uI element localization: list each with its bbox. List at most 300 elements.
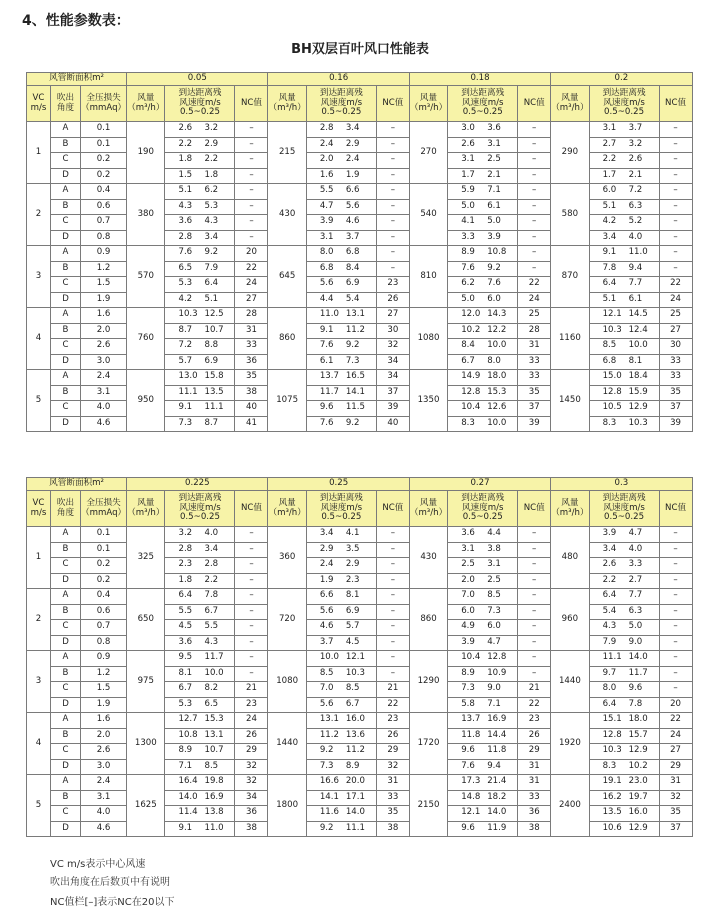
distance-far: 11.1: [204, 402, 224, 413]
loss-header: [81, 86, 127, 122]
distance-far: 8.5: [204, 760, 219, 771]
distance-pair: [307, 793, 376, 803]
nc-value: –: [659, 682, 692, 698]
distance-near: 4.7: [319, 200, 334, 211]
flow-header: [551, 491, 589, 527]
loss-value: 1.2: [81, 261, 127, 277]
distance-value: [448, 199, 518, 215]
distance-far: 12.6: [487, 402, 507, 413]
distance-pair: [307, 529, 376, 539]
distance-far: 14.3: [487, 309, 507, 320]
distance-pair: [448, 529, 517, 539]
loss-value: 3.0: [81, 354, 127, 370]
distance-far: 12.8: [487, 652, 507, 663]
vc-value: 1: [27, 527, 51, 589]
distance-near: 12.0: [461, 309, 481, 320]
distance-far: 18.2: [487, 791, 507, 802]
flow-value: 540: [409, 184, 447, 246]
nc-value: –: [376, 604, 409, 620]
flow-header: [268, 86, 306, 122]
loss-value: 0.2: [81, 168, 127, 184]
distance-header-line: 到达距离残: [319, 88, 363, 99]
distance-value: [589, 744, 659, 760]
flow-value: 1440: [268, 713, 306, 775]
flow-value: 1080: [409, 308, 447, 370]
distance-pair: [165, 233, 234, 243]
vc-value: 4: [27, 308, 51, 370]
table-row: [27, 697, 693, 713]
nc-value: 38: [376, 821, 409, 837]
distance-pair: [590, 248, 659, 258]
distance-far: 15.7: [628, 729, 648, 740]
nc-value: 27: [235, 292, 268, 308]
distance-near: 19.1: [602, 776, 622, 787]
nc-value: –: [659, 666, 692, 682]
distance-near: 10.4: [461, 652, 481, 663]
flow-header-line: 风量: [137, 92, 155, 103]
distance-near: 8.0: [319, 247, 334, 258]
angle-header: [51, 86, 81, 122]
distance-pair: [590, 684, 659, 694]
distance-pair: [307, 419, 376, 429]
distance-far: 11.7: [628, 667, 648, 678]
distance-value: [306, 370, 376, 386]
nc-value: 24: [518, 292, 551, 308]
angle-value: B: [51, 604, 81, 620]
distance-value: [589, 558, 659, 574]
distance-value: [306, 153, 376, 169]
distance-far: 10.0: [487, 340, 507, 351]
distance-far: 10.3: [345, 667, 365, 678]
distance-near: 14.1: [319, 791, 339, 802]
angle-header-line: 角度: [56, 102, 75, 113]
vc-value: 4: [27, 713, 51, 775]
distance-pair: [165, 762, 234, 772]
distance-value: [306, 292, 376, 308]
distance-pair: [165, 186, 234, 196]
distance-value: [589, 354, 659, 370]
distance-value: [306, 759, 376, 775]
distance-far: 8.2: [204, 683, 219, 694]
distance-near: 4.3: [602, 621, 617, 632]
flow-header-line: 风量: [419, 497, 438, 508]
distance-value: [589, 385, 659, 401]
nc-value: –: [659, 589, 692, 605]
distance-pair: [590, 669, 659, 679]
flow-value: 1080: [268, 651, 306, 713]
distance-far: 12.9: [628, 745, 648, 756]
distance-far: 11.2: [345, 745, 365, 756]
distance-near: 11.7: [319, 386, 339, 397]
distance-near: 9.6: [461, 822, 475, 833]
distance-value: [165, 651, 235, 667]
table-row: [27, 308, 693, 324]
distance-far: 19.8: [204, 776, 224, 787]
angle-value: D: [51, 697, 81, 713]
distance-near: 5.4: [602, 605, 617, 616]
distance-pair: [448, 684, 517, 694]
distance-pair: [448, 762, 517, 772]
nc-value: 22: [376, 697, 409, 713]
angle-value: A: [51, 589, 81, 605]
angle-value: D: [51, 168, 81, 184]
flow-header: [409, 491, 447, 527]
distance-value: [448, 759, 518, 775]
distance-value: [165, 385, 235, 401]
angle-value: C: [51, 620, 81, 636]
distance-value: [306, 589, 376, 605]
section-title: 4、性能参数表：: [22, 13, 130, 29]
distance-near: 8.9: [461, 667, 475, 678]
distance-near: 6.1: [319, 355, 334, 366]
loss-value: 0.4: [81, 184, 127, 200]
flow-header-line: 风量: [561, 92, 579, 103]
table-row: [27, 573, 693, 589]
distance-value: [589, 230, 659, 246]
distance-pair: [448, 233, 517, 243]
distance-header-line: 到达距离残: [602, 493, 646, 504]
angle-header: [51, 491, 81, 527]
distance-value: [589, 168, 659, 184]
area-value: 0.3: [551, 478, 692, 491]
nc-value: 29: [235, 744, 268, 760]
distance-pair: [590, 388, 659, 398]
distance-pair: [590, 638, 659, 648]
nc-value: –: [235, 635, 268, 651]
angle-header-line: 吹出: [56, 92, 75, 103]
distance-far: 9.2: [345, 417, 360, 428]
distance-value: [589, 620, 659, 636]
distance-pair: [165, 171, 234, 181]
nc-value: –: [235, 122, 268, 138]
distance-value: [165, 401, 235, 417]
nc-value: –: [659, 215, 692, 231]
distance-pair: [307, 576, 376, 586]
nc-value: –: [659, 558, 692, 574]
distance-far: 4.7: [487, 636, 501, 647]
distance-value: [448, 790, 518, 806]
nc-value: –: [376, 666, 409, 682]
loss-value: 0.8: [81, 635, 127, 651]
nc-value: 22: [659, 277, 692, 293]
nc-value: –: [376, 635, 409, 651]
flow-header-line: （m³/h）: [551, 507, 589, 518]
distance-far: 10.0: [628, 340, 648, 351]
distance-pair: [590, 279, 659, 289]
distance-value: [165, 261, 235, 277]
distance-far: 5.2: [628, 216, 643, 227]
nc-value: 31: [518, 339, 551, 355]
distance-far: 4.3: [204, 636, 219, 647]
distance-pair: [448, 824, 517, 834]
nc-value: –: [376, 620, 409, 636]
distance-value: [448, 573, 518, 589]
distance-far: 9.4: [487, 760, 501, 771]
distance-value: [306, 199, 376, 215]
distance-near: 6.0: [461, 605, 475, 616]
note-vc: VC m/s表示中心风速: [50, 859, 146, 870]
distance-pair: [590, 140, 659, 150]
distance-near: 8.0: [602, 683, 617, 694]
distance-near: 3.9: [319, 216, 334, 227]
nc-value: –: [518, 651, 551, 667]
distance-far: 2.9: [204, 138, 219, 149]
flow-header-line: 风量: [137, 497, 155, 508]
distance-pair: [448, 155, 517, 165]
distance-value: [306, 122, 376, 138]
distance-far: 10.3: [628, 417, 648, 428]
distance-pair: [165, 202, 234, 212]
distance-pair: [448, 310, 517, 320]
distance-pair: [590, 372, 659, 382]
distance-value: [165, 416, 235, 432]
distance-pair: [590, 560, 659, 570]
distance-far: 8.4: [345, 262, 360, 273]
distance-far: 2.8: [204, 559, 219, 570]
distance-far: 16.9: [204, 791, 224, 802]
nc-value: 31: [235, 323, 268, 339]
distance-near: 11.2: [319, 729, 339, 740]
distance-pair: [165, 388, 234, 398]
table-row: [27, 806, 693, 822]
flow-header: [268, 491, 306, 527]
distance-value: [589, 713, 659, 729]
distance-near: 6.4: [602, 590, 617, 601]
distance-value: [448, 385, 518, 401]
loss-value: 1.5: [81, 277, 127, 293]
distance-value: [448, 137, 518, 153]
distance-value: [448, 323, 518, 339]
distance-value: [306, 137, 376, 153]
loss-value: 4.6: [81, 821, 127, 837]
distance-value: [589, 589, 659, 605]
distance-far: 13.1: [204, 729, 224, 740]
nc-value: –: [659, 184, 692, 200]
distance-far: 14.1: [345, 386, 365, 397]
distance-near: 10.3: [178, 309, 198, 320]
distance-far: 3.4: [204, 543, 219, 554]
vc-header: [27, 491, 51, 527]
nc-value: –: [518, 184, 551, 200]
distance-far: 6.0: [487, 293, 501, 304]
angle-value: B: [51, 199, 81, 215]
nc-value: –: [235, 558, 268, 574]
angle-value: C: [51, 806, 81, 822]
distance-near: 7.6: [319, 417, 334, 428]
loss-value: 1.5: [81, 682, 127, 698]
angle-value: B: [51, 790, 81, 806]
distance-near: 1.7: [461, 169, 475, 180]
distance-pair: [590, 124, 659, 134]
distance-value: [589, 401, 659, 417]
distance-near: 8.7: [178, 324, 193, 335]
angle-value: D: [51, 821, 81, 837]
distance-near: 8.5: [319, 667, 334, 678]
nc-value: 26: [376, 728, 409, 744]
distance-pair: [590, 171, 659, 181]
distance-pair: [448, 669, 517, 679]
distance-near: 2.2: [178, 138, 193, 149]
distance-value: [448, 728, 518, 744]
loss-value: 2.4: [81, 370, 127, 386]
flow-value: 190: [127, 122, 165, 184]
distance-near: 2.7: [602, 138, 617, 149]
distance-value: [306, 339, 376, 355]
distance-pair: [590, 155, 659, 165]
distance-value: [165, 230, 235, 246]
distance-pair: [448, 607, 517, 617]
distance-value: [448, 697, 518, 713]
vc-header: [27, 86, 51, 122]
loss-value: 1.9: [81, 292, 127, 308]
distance-pair: [165, 653, 234, 663]
angle-value: A: [51, 184, 81, 200]
distance-pair: [307, 388, 376, 398]
distance-pair: [307, 653, 376, 663]
flow-header-line: （m³/h）: [268, 507, 306, 518]
distance-pair: [448, 295, 517, 305]
flow-value: 270: [409, 122, 447, 184]
nc-value: –: [235, 620, 268, 636]
distance-near: 8.5: [602, 340, 617, 351]
distance-header-line: 0.5~0.25: [462, 107, 503, 118]
distance-far: 9.2: [487, 262, 501, 273]
nc-value: 31: [376, 775, 409, 791]
nc-value: –: [235, 604, 268, 620]
distance-value: [306, 308, 376, 324]
distance-far: 3.1: [487, 138, 501, 149]
vc-value: 3: [27, 246, 51, 308]
distance-value: [589, 323, 659, 339]
nc-value: 40: [235, 401, 268, 417]
distance-near: 11.8: [461, 729, 481, 740]
vc-value: 5: [27, 370, 51, 432]
nc-value: 35: [659, 806, 692, 822]
distance-far: 1.8: [204, 169, 219, 180]
loss-header: [81, 491, 127, 527]
distance-near: 2.4: [319, 138, 334, 149]
distance-value: [306, 697, 376, 713]
nc-value: –: [659, 651, 692, 667]
nc-value: 33: [659, 354, 692, 370]
loss-value: 0.1: [81, 527, 127, 543]
distance-near: 7.3: [319, 760, 334, 771]
distance-near: 6.7: [178, 683, 193, 694]
distance-far: 4.0: [628, 231, 643, 242]
nc-value: 29: [376, 744, 409, 760]
nc-value: –: [235, 184, 268, 200]
flow-header: [409, 86, 447, 122]
nc-value: –: [659, 230, 692, 246]
nc-value: –: [659, 168, 692, 184]
flow-value: 1160: [551, 308, 589, 370]
angle-value: B: [51, 666, 81, 682]
nc-value: –: [376, 215, 409, 231]
nc-value: 26: [376, 292, 409, 308]
distance-near: 4.2: [602, 216, 617, 227]
nc-value: –: [376, 589, 409, 605]
table-row: [27, 713, 693, 729]
distance-far: 8.9: [345, 760, 360, 771]
distance-pair: [590, 264, 659, 274]
nc-value: –: [659, 261, 692, 277]
distance-far: 7.1: [487, 185, 501, 196]
flow-value: 1450: [551, 370, 589, 432]
distance-near: 11.0: [319, 309, 339, 320]
distance-near: 4.5: [178, 621, 193, 632]
nc-value: –: [235, 215, 268, 231]
distance-far: 4.4: [487, 528, 501, 539]
flow-value: 325: [127, 527, 165, 589]
distance-near: 5.3: [178, 698, 193, 709]
nc-value: –: [376, 527, 409, 543]
distance-near: 3.3: [461, 231, 475, 242]
angle-value: A: [51, 246, 81, 262]
distance-pair: [590, 233, 659, 243]
distance-near: 3.1: [602, 123, 617, 134]
distance-far: 6.7: [204, 605, 219, 616]
nc-value: 32: [376, 339, 409, 355]
angle-value: B: [51, 542, 81, 558]
distance-pair: [165, 264, 234, 274]
distance-near: 3.6: [461, 528, 475, 539]
distance-far: 8.1: [628, 355, 643, 366]
distance-value: [589, 759, 659, 775]
nc-value: –: [518, 246, 551, 262]
distance-far: 21.4: [487, 776, 507, 787]
distance-far: 18.0: [487, 371, 507, 382]
table-row: [27, 604, 693, 620]
distance-value: [589, 635, 659, 651]
distance-far: 3.7: [628, 123, 643, 134]
vc-value: 2: [27, 589, 51, 651]
distance-far: 9.6: [628, 683, 643, 694]
loss-value: 0.8: [81, 230, 127, 246]
table-row: [27, 137, 693, 153]
distance-near: 3.4: [602, 543, 617, 554]
distance-pair: [307, 202, 376, 212]
nc-value: 35: [235, 370, 268, 386]
flow-value: 1350: [409, 370, 447, 432]
distance-pair: [165, 824, 234, 834]
distance-value: [165, 589, 235, 605]
distance-value: [165, 697, 235, 713]
nc-value: –: [235, 527, 268, 543]
flow-header-line: 风量: [278, 92, 296, 103]
distance-value: [589, 292, 659, 308]
nc-value: 27: [659, 744, 692, 760]
distance-pair: [590, 202, 659, 212]
distance-pair: [590, 326, 659, 336]
distance-pair: [448, 777, 517, 787]
distance-value: [448, 542, 518, 558]
nc-value: –: [518, 620, 551, 636]
nc-value: 29: [659, 759, 692, 775]
distance-far: 5.7: [345, 621, 360, 632]
distance-value: [589, 775, 659, 791]
distance-far: 10.8: [487, 247, 507, 258]
distance-value: [448, 682, 518, 698]
distance-value: [589, 666, 659, 682]
distance-near: 8.4: [461, 340, 475, 351]
distance-pair: [165, 310, 234, 320]
distance-near: 10.2: [461, 324, 481, 335]
distance-near: 7.8: [602, 262, 617, 273]
distance-value: [165, 137, 235, 153]
nc-value: 28: [235, 308, 268, 324]
distance-near: 2.0: [319, 154, 334, 165]
distance-near: 2.6: [178, 123, 193, 134]
